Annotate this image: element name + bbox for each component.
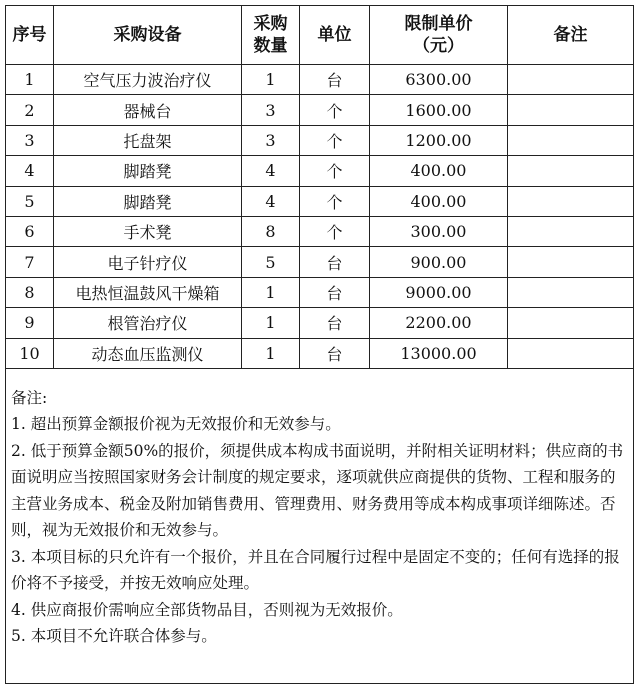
- cell-remark: [508, 156, 634, 186]
- cell-unit: 个: [300, 95, 370, 125]
- cell-no: 1: [6, 65, 54, 95]
- cell-price: 1200.00: [370, 125, 508, 155]
- header-qty-line1: 采购: [253, 14, 288, 34]
- cell-no: 5: [6, 186, 54, 216]
- cell-remark: [508, 247, 634, 277]
- cell-price: 300.00: [370, 216, 508, 246]
- cell-device: 器械台: [54, 95, 242, 125]
- cell-qty: 1: [242, 277, 300, 307]
- cell-no: 7: [6, 247, 54, 277]
- table-row: [6, 156, 634, 186]
- cell-remark: [508, 186, 634, 216]
- notes-section: [5, 369, 634, 684]
- procurement-document: [5, 5, 633, 684]
- table-row: [6, 247, 634, 277]
- header-remark: 备注: [508, 6, 634, 65]
- cell-device: 电热恒温鼓风干燥箱: [54, 277, 242, 307]
- cell-qty: 5: [242, 247, 300, 277]
- note-item-1: 1. 超出预算金额报价视为无效报价和无效参与。: [11, 415, 341, 434]
- header-unit: 单位: [300, 6, 370, 65]
- cell-unit: 台: [300, 338, 370, 368]
- table-row: [6, 277, 634, 307]
- cell-device: 动态血压监测仪: [54, 338, 242, 368]
- cell-unit: 个: [300, 156, 370, 186]
- note-item-2: 2. 低于预算金额50%的报价，须提供成本构成书面说明，并附相关证明材料；供应商的书面说明应当按照国家财务会计制度的规定要求，逐项就供应商提供的货物、工程和服务的主营业务成本、税金及附加销售费用、管理费用、财务费用等成本构成事项详细陈述。否则，视为无效报价和无效参与。: [11, 441, 624, 540]
- cell-price: 6300.00: [370, 65, 508, 95]
- header-device: 采购设备: [54, 6, 242, 65]
- header-qty: [242, 6, 300, 65]
- cell-qty: 4: [242, 186, 300, 216]
- table-body: [6, 65, 634, 369]
- cell-unit: 个: [300, 125, 370, 155]
- table-row: [6, 308, 634, 338]
- cell-unit: 台: [300, 308, 370, 338]
- note-item-5: 5. 本项目不允许联合体参与。: [11, 627, 217, 646]
- header-no: 序号: [6, 6, 54, 65]
- table-row: [6, 216, 634, 246]
- cell-qty: 4: [242, 156, 300, 186]
- cell-qty: 3: [242, 95, 300, 125]
- procurement-table: [5, 5, 634, 369]
- cell-unit: 个: [300, 216, 370, 246]
- table-row: [6, 65, 634, 95]
- cell-remark: [508, 95, 634, 125]
- note-item-3: 3. 本项目标的只允许有一个报价，并且在合同履行过程中是固定不变的；任何有选择的报价将不予接受，并按无效响应处理。: [11, 547, 620, 593]
- cell-no: 4: [6, 156, 54, 186]
- cell-price: 13000.00: [370, 338, 508, 368]
- table-row: [6, 186, 634, 216]
- header-qty-line2: 数量: [253, 36, 288, 56]
- cell-unit: 台: [300, 247, 370, 277]
- table-header-row: [6, 6, 634, 65]
- cell-qty: 1: [242, 338, 300, 368]
- cell-remark: [508, 277, 634, 307]
- cell-unit: 个: [300, 186, 370, 216]
- note-item-4: 4. 供应商报价需响应全部货物品目，否则视为无效报价。: [11, 600, 403, 619]
- table-row: [6, 338, 634, 368]
- notes-title: 备注:: [11, 388, 48, 407]
- cell-price: 900.00: [370, 247, 508, 277]
- cell-price: 400.00: [370, 156, 508, 186]
- header-price-line1: 限制单价: [404, 14, 473, 34]
- cell-device: 托盘架: [54, 125, 242, 155]
- header-price-line2: （元）: [413, 36, 464, 56]
- table-row: [6, 125, 634, 155]
- table-row: [6, 95, 634, 125]
- cell-no: 6: [6, 216, 54, 246]
- cell-qty: 8: [242, 216, 300, 246]
- cell-device: 电子针疗仪: [54, 247, 242, 277]
- cell-device: 根管治疗仪: [54, 308, 242, 338]
- cell-device: 脚踏凳: [54, 156, 242, 186]
- cell-price: 2200.00: [370, 308, 508, 338]
- cell-qty: 1: [242, 65, 300, 95]
- cell-device: 空气压力波治疗仪: [54, 65, 242, 95]
- cell-device: 脚踏凳: [54, 186, 242, 216]
- cell-no: 9: [6, 308, 54, 338]
- cell-remark: [508, 125, 634, 155]
- cell-price: 1600.00: [370, 95, 508, 125]
- cell-no: 10: [6, 338, 54, 368]
- cell-remark: [508, 65, 634, 95]
- cell-unit: 台: [300, 277, 370, 307]
- cell-remark: [508, 216, 634, 246]
- header-price: [370, 6, 508, 65]
- cell-device: 手术凳: [54, 216, 242, 246]
- cell-price: 9000.00: [370, 277, 508, 307]
- cell-no: 2: [6, 95, 54, 125]
- cell-qty: 3: [242, 125, 300, 155]
- cell-unit: 台: [300, 65, 370, 95]
- cell-no: 3: [6, 125, 54, 155]
- cell-remark: [508, 308, 634, 338]
- cell-price: 400.00: [370, 186, 508, 216]
- cell-remark: [508, 338, 634, 368]
- cell-qty: 1: [242, 308, 300, 338]
- cell-no: 8: [6, 277, 54, 307]
